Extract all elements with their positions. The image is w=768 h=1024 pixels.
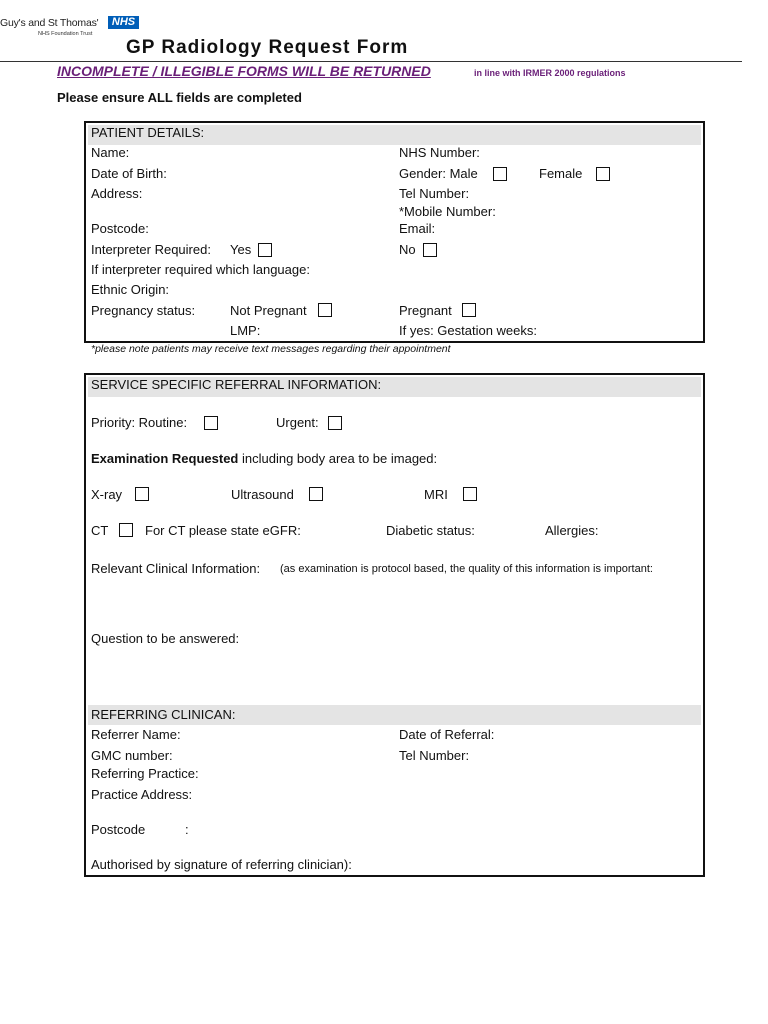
exam-requested-rest: including body area to be imaged: [238,451,438,466]
trust-subtitle: NHS Foundation Trust [38,31,93,37]
dob-label: Date of Birth: [91,166,167,181]
referrer-postcode-colon: : [185,822,189,837]
tel-number-label: Tel Number: [399,186,470,201]
pregnant-label: Pregnant [399,303,452,318]
lmp-label: LMP: [230,323,261,338]
exam-requested-bold: Examination Requested [91,451,239,466]
priority-urgent-label: Urgent: [276,415,319,430]
egfr-label: For CT please state eGFR: [145,523,301,538]
not-pregnant-label: Not Pregnant [230,303,307,318]
warning-note: in line with IRMER 2000 regulations [474,68,626,78]
mri-label: MRI [424,487,448,502]
language-label: If interpreter required which language: [91,262,310,277]
pregnant-checkbox[interactable] [462,303,476,317]
priority-routine-checkbox[interactable] [204,416,218,430]
service-heading: SERVICE SPECIFIC REFERRAL INFORMATION: [91,377,382,392]
diabetic-status-label: Diabetic status: [386,523,475,538]
clinical-info-note: (as examination is protocol based, the quality of this information is important: [280,563,653,575]
exam-requested-label [91,451,437,466]
text-message-note: *please note patients may receive text messages regarding their appointment [91,343,451,355]
not-pregnant-checkbox[interactable] [318,303,332,317]
ultrasound-label: Ultrasound [231,487,294,502]
gender-female-label: Female [539,166,583,181]
mri-checkbox[interactable] [463,487,477,501]
question-label: Question to be answered: [91,631,240,646]
referral-date-label: Date of Referral: [399,727,495,742]
pregnancy-label: Pregnancy status: [91,303,196,318]
interpreter-no-checkbox[interactable] [423,243,437,257]
clinical-info-label: Relevant Clinical Information: [91,561,261,576]
priority-routine-label: Priority: Routine: [91,415,188,430]
nhs-logo: NHS [108,16,139,29]
practice-address-label: Practice Address: [91,787,193,802]
ultrasound-checkbox[interactable] [309,487,323,501]
email-label: Email: [399,221,436,236]
name-label: Name: [91,145,130,160]
allergies-label: Allergies: [545,523,599,538]
ct-label: CT [91,523,109,538]
gmc-number-label: GMC number: [91,748,173,763]
priority-urgent-checkbox[interactable] [328,416,342,430]
xray-label: X-ray [91,487,123,502]
referrer-postcode-label: Postcode [91,822,146,837]
ethnic-origin-label: Ethnic Origin: [91,282,170,297]
warning-text: INCOMPLETE / ILLEGIBLE FORMS WILL BE RETURNED [57,63,431,79]
referrer-name-label: Referrer Name: [91,727,181,742]
gestation-label: If yes: Gestation weeks: [399,323,538,338]
header-divider [0,61,742,62]
nhs-number-label: NHS Number: [399,145,480,160]
interpreter-label: Interpreter Required: [91,242,211,257]
gender-male-checkbox[interactable] [493,167,507,181]
referrer-heading: REFERRING CLINICAN: [91,707,236,722]
address-label: Address: [91,186,143,201]
interpreter-yes-checkbox[interactable] [258,243,272,257]
instruction-text: Please ensure ALL fields are completed [57,90,302,105]
postcode-label: Postcode: [91,221,149,236]
gender-male-label: Gender: Male [399,166,478,181]
signature-label: Authorised by signature of referring clinician): [91,857,352,872]
interpreter-no-label: No [399,242,416,257]
referrer-tel-label: Tel Number: [399,748,470,763]
form-title: GP Radiology Request Form [126,37,409,58]
patient-details-heading: PATIENT DETAILS: [91,125,205,140]
mobile-number-label: *Mobile Number: [399,204,496,219]
ct-checkbox[interactable] [119,523,133,537]
interpreter-yes-label: Yes [230,242,252,257]
trust-name: Guy's and St Thomas' [0,17,99,29]
referring-practice-label: Referring Practice: [91,766,199,781]
gender-female-checkbox[interactable] [596,167,610,181]
xray-checkbox[interactable] [135,487,149,501]
